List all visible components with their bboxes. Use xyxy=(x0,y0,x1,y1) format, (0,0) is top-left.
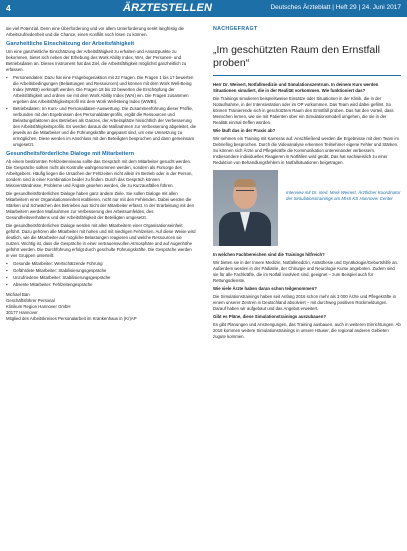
portrait-row xyxy=(213,170,401,246)
photo-caption: Interview mit Dr. med. Mark Weinert, Ärztlicher Koordinator der Simulationstrainings am MHS KS Hannover Center xyxy=(286,190,401,202)
author-block: Michael Ban Geschäftsführer Personal Klinikum Region Hannover GmbH 30177 Hannover Mitglied des Arbeitskreises Personalarbeit im Krankenhaus in (Kr)AP xyxy=(6,292,137,321)
page-header xyxy=(0,0,407,17)
page-number: 4 xyxy=(6,3,11,13)
question: Wie läuft das in der Praxis ab? xyxy=(213,128,276,133)
list-item: ▪ Absente Mitarbeiter: Fehlzeitengespräche xyxy=(13,282,196,288)
question: Herr Dr. Weinert, Notfallmedizin und Simulationszentrum. In deinem Kurs werden Situationen simuliert, die in der Realität vorkommen. Wie funktioniert das? xyxy=(213,82,379,93)
paragraph: Die gesundheitsförderlichen Dialoge haben ganz andere Ziele. Sie sollen Dialoge mit allen Mitarbeitern einer Organisationseinheit etablieren, nicht nur mit den Fehlenden. Dabei werden die Stärken und Schwächen des Betriebes aus Sicht der Mitarbeiter erfasst. In der Erarbeitung mit den Mitarbeitern werden Maßnahmen zur Verbesserung des Arbeitsumfeldes, des Gesundheitsverhaltens und der Arbeitsfähigkeit der Beteiligten umgesetzt. xyxy=(6,191,194,220)
question: Gibt es Pläne, diese Simulationstrainings auszubauen? xyxy=(213,314,326,319)
paragraph: sie viel Potenzial. Denn eine Überforderung und vor allem Unterforderung senkt langfristig die Arbeitszufriedenheit und die Chance, einen Konflikt noch lösen zu können. xyxy=(6,26,184,37)
section-heading: Gesundheitsförderliche Dialoge mit Mitarbeitern xyxy=(6,151,135,157)
interview-title-block xyxy=(213,26,401,76)
left-column xyxy=(6,26,196,324)
right-column xyxy=(213,26,401,342)
paragraph: Ab einem bestimmten Fehlzeitenniveau sollte das Gespräch mit dem Mitarbeiter gesucht werden. Die Gespräche sollten nicht als Kontrolle wahrgenommen werden, sondern als Fürsorge des Arbeitgebers. Häufig liegen die Ursachen der Fehlzeiten nicht allein im Betrieb oder in der Person, sondern sind in einer Kombination beider zu finden. Durch das Gespräch können Missverständnisse, Probleme und Ängste gesehen werden, die zu Kurzausfällen führen. xyxy=(6,159,193,188)
portrait-photo xyxy=(213,170,278,246)
question: In welchen Fachbereichen sind die Trainings hilfreich? xyxy=(213,252,325,257)
answer: Die Simulationstrainings haben seit Anfang 2016 schon mehr als 3 000 Ärzte und Pflegekräfte in einem unserer Zentren in Deutschland absolviert – mit durchweg positiven Rückmeldungen. Darauf haben wir aufgebaut und das Angebot erweitert. xyxy=(213,294,396,311)
answer: Wir nehmen ein Training mit Kameras auf. Anschließend werden die Ergebnisse mit dem Team im Debriefing besprochen. Durch die Videoanalyse erkennen Teilnehmer eigene Fehler und Stärken. So können sich Ärzte und Pflegekräfte die Kommunikation untereinander verbessern. Insbesondere individuelles Reagieren in Notfällen wird geübt. Das hat nachweislich zu einer Reduktion von Behandlungsfehlern in Notfallsituationen beigetragen. xyxy=(213,136,399,165)
answer: Es gibt Planungen und Anstrengungen, das Training ausbauen, auch in weiteren Einrichtungen. Ab 2018 kommen weitere Simulationstrainings in unsere Häuser, die regional anderen Gebieten zugute kommen. xyxy=(213,322,401,339)
list-item: ▪ Gesunde Mitarbeiter: Wertschätzende Führung xyxy=(13,261,196,267)
answer: Wir bieten sie in der Innere Medizin, Notfallmedizin, Anästhesie und Gynäkologie/Geburtshilfe an. Außerdem werden in der Pädiatrie, der Chirurgie und Neurologie Kurse angeboten. Zudem sind sie für alle Fachkräfte, die im Notfall involviert sind, geeignet – zum Beispiel auch für Rettungsdienste. xyxy=(213,260,399,283)
list-item: ▪ Gefährdete Mitarbeiter: Stabilisierungsgespräche xyxy=(13,268,196,274)
paragraph: Die gesundheitsförderlichen Dialoge werden mit allen Mitarbeitern einer Organisationseinheit geführt. Dazu gehören alle Mitarbeiter mit hohen und mit niedrigen Fehlzeiten. Auf diese Weise wird deutlich, wie die Mitarbeiter auf mögliche Belastungen reagieren und welche Ressourcen sie nutzen. Wichtig ist, dass die Gespräche in einer vertrauensvollen Atmosphäre und auf Augenhöhe geführt werden. Die Durchführung erfolgt durch geschulte Führungskräfte. Die Gespräche werden in vier Gruppen unterteilt: xyxy=(6,223,196,258)
group-list xyxy=(6,261,196,288)
list-item: ▪ Unzufriedene Mitarbeiter: Stabilisierungsgespräche xyxy=(13,275,196,281)
kicker: NACHGEFRAGT xyxy=(213,26,258,32)
list-item: ▪ Betriebsdaten: Im Kurs- und Personaldaten-Auswertung. Die Zusammenführung dieser Profile, verbunden mit den Ergebnissen des Personaldatenprofils, ergibt die Ressourcen und Belastungsfaktoren des Betriebes als Ganzes, der Arbeitsplätze hinsichtlich der Verbesserung des Arbeitsfähigkeitsprofils. Es werden daraus die Maßnahmen zur Verbesserung abgeleitet, die jeweils an die Mitarbeiter und die Führungskräfte angepasst sind, um eine Umsetzung zu ermöglichen. Diese werden im Anschluss mit den Beteiligten besprochen und dann gemeinsam umgesetzt. xyxy=(13,106,196,148)
section-heading: Ganzheitliche Einschätzung der Arbeitsfähigkeit xyxy=(6,41,135,47)
bullet-list xyxy=(6,75,196,148)
magazine-logo: ÄRZTESTELLEN xyxy=(123,2,213,14)
paragraph: Um eine ganzheitliche Einschätzung der Arbeitsfähigkeit zu erhalten und Ansatzpunkte zu bekommen, bietet sich neben der Erhebung des Work Ability Index, WAI, der Personen- und Betriebsdaten an. Dieses Instrument hat das Ziel, die Arbeitsfähigkeit möglichst ganzheitlich zu erfassen. xyxy=(6,49,187,72)
interview-headline: „Im geschützten Raum den Ernstfall proben“ xyxy=(213,44,380,69)
list-item: ▪ Personendaten: Dazu hat eine Fragebogenaktion mit 22 Fragen. Die Fragen 1 bis 17 bewerten die Arbeitsbedingungen (Belastungen und Ressourcen) und können mit dem Work Well-Being Index (WWBI) verknüpft werden. Die Fragen 18 bis 22 bewerten die Erschöpfung der Arbeitsfähigkeit und ordnen sie mit dem Work Ability Index (WAI) ein. Die Fragen zusammen ergeben das Arbeitsfähigkeitsprofil mit dem Work Well-Being Index (WWBI). xyxy=(13,75,196,105)
issue-info: Deutsches Ärzteblatt | Heft 29 | 24. Juni 2017 xyxy=(270,4,401,11)
question: Wie viele Ärzte haben daran schon teilgenommen? xyxy=(213,286,317,291)
answer: Die Trainings simulieren beispielsweise Einsätze oder Situationen in der Klinik, die in der Notaufnahme, in der Intensivstation oder im OP vorkommen. Das Team wird dabei gefilmt. So können Trainierende sich in geschütztem Raum den Ernstfall proben. Das hat den Vorteil, dass Menschen lernen, wie sie mit Patienten über ein Simulationsmodell umgehen, die sie in der Realität einmal treffen würden. xyxy=(213,96,394,125)
